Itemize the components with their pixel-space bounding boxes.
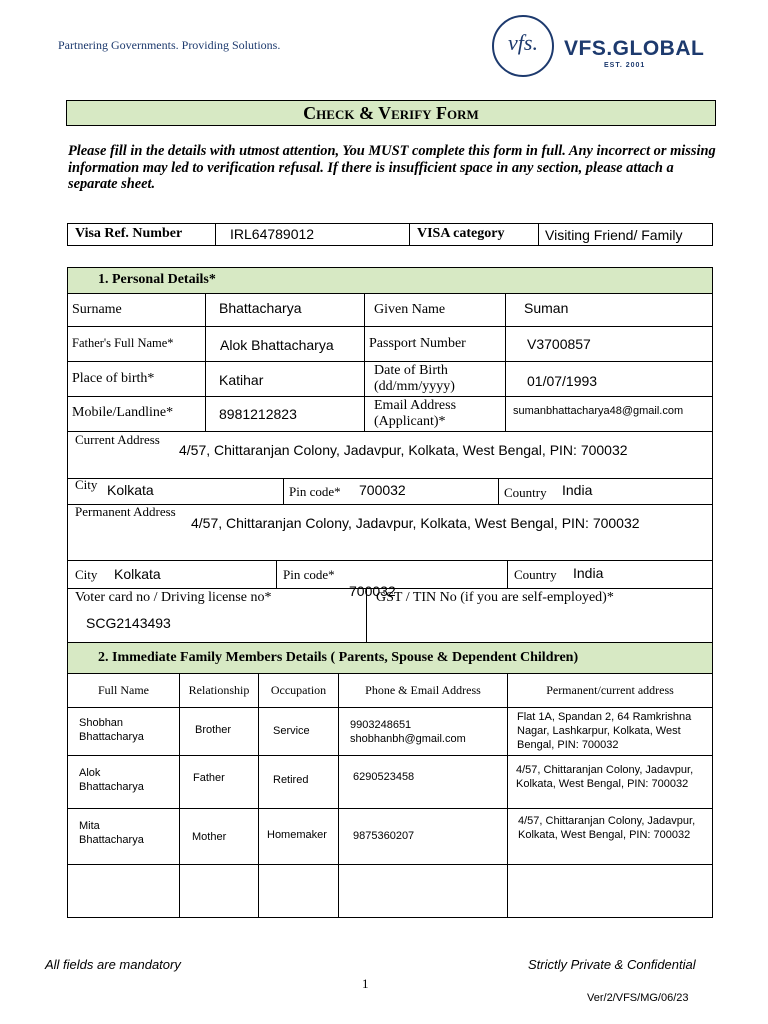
email-applicant-label: (Applicant)*	[374, 414, 446, 429]
table-row-4-name-cell[interactable]	[67, 864, 180, 918]
pin-code-value: 700032	[359, 482, 406, 498]
family-member-relationship: Brother	[195, 724, 232, 736]
mobile-field[interactable]	[205, 396, 365, 432]
family-member-phone: 9875360207	[353, 830, 415, 842]
family-member-occupation: Retired	[273, 774, 309, 786]
gst-tin-label: GST / TIN No (if you are self-employed)*	[376, 590, 614, 605]
footer-confidential-note: Strictly Private & Confidential	[528, 957, 696, 972]
family-details-heading	[67, 642, 713, 674]
mobile-label-cell	[67, 396, 206, 432]
passport-label-cell	[364, 326, 506, 362]
visa-category-label-cell	[409, 223, 539, 246]
col-address-label: Permanent/current address	[546, 683, 674, 697]
perm-pin-code-label: Pin code*	[283, 567, 335, 582]
email-field[interactable]	[505, 396, 713, 432]
table-row-1-phone-cell[interactable]	[338, 707, 508, 756]
family-member-address: Flat 1A, Spandan 2, 64 Ramkrishna Nagar, Lashkarpur, Kolkata, West Bengal, PIN: 700032	[517, 711, 692, 751]
table-row-2-relationship-cell[interactable]	[179, 755, 259, 809]
personal-details-title: 1. Personal Details*	[98, 272, 216, 287]
family-details-title: 2. Immediate Family Members Details ( Parents, Spouse & Dependent Children)	[98, 650, 579, 665]
family-member-email: shobhanbh@gmail.com	[350, 733, 466, 745]
dob-label: Date of Birth	[374, 363, 448, 378]
given-name-label-cell	[364, 293, 506, 327]
permanent-address-field[interactable]	[67, 504, 713, 561]
vfs-logo-est: EST. 2001	[604, 62, 646, 69]
col-phone-email-label: Phone & Email Address	[365, 683, 481, 697]
current-address-value: 4/57, Chittaranjan Colony, Jadavpur, Kolkata, West Bengal, PIN: 700032	[179, 442, 628, 458]
country-field[interactable]	[498, 478, 713, 505]
perm-city-label: City	[75, 567, 98, 582]
table-row-3-phone-cell[interactable]	[338, 808, 508, 865]
dob-value: 01/07/1993	[527, 373, 598, 389]
col-occupation-label: Occupation	[270, 683, 327, 697]
perm-country-value: India	[573, 565, 604, 581]
table-row-4-occupation-cell[interactable]	[258, 864, 339, 918]
family-member-occupation: Homemaker	[267, 829, 327, 841]
surname-value: Bhattacharya	[219, 300, 302, 316]
family-member-occupation: Service	[273, 725, 310, 737]
mobile-label: Mobile/Landline*	[72, 405, 174, 420]
family-member-address: 4/57, Chittaranjan Colony, Jadavpur, Kolkata, West Bengal, PIN: 700032	[518, 815, 696, 841]
visa-ref-field[interactable]	[215, 223, 410, 246]
table-row-3-relationship-cell[interactable]	[179, 808, 259, 865]
city-value: Kolkata	[107, 482, 154, 498]
table-row-1-address-cell[interactable]	[507, 707, 713, 756]
father-name-field[interactable]	[205, 326, 365, 362]
family-member-address: 4/57, Chittaranjan Colony, Jadavpur, Kolkata, West Bengal, PIN: 700032	[516, 764, 694, 790]
table-row-1-name-cell[interactable]	[67, 707, 180, 756]
col-relationship-label: Relationship	[188, 683, 250, 697]
table-row-3-address-cell[interactable]	[507, 808, 713, 865]
surname-field[interactable]	[205, 293, 365, 327]
dob-format-label: (dd/mm/yyyy)	[374, 379, 455, 394]
family-member-name: Alok Bhattacharya	[79, 767, 144, 793]
family-member-phone: 9903248651	[350, 719, 412, 731]
col-full-name-label: Full Name	[98, 683, 149, 697]
perm-pin-code-value: 700032	[349, 583, 396, 599]
visa-category-value: Visiting Friend/ Family	[545, 227, 683, 243]
table-row-2-phone-cell[interactable]	[338, 755, 508, 809]
current-address-field[interactable]	[67, 431, 713, 479]
passport-label: Passport Number	[369, 336, 466, 351]
visa-category-label: VISA category	[417, 226, 505, 241]
col-header-relationship	[179, 673, 259, 708]
col-header-occupation	[258, 673, 339, 708]
vfs-logo-name: VFS.GLOBAL	[564, 37, 705, 60]
email-value: sumanbhattacharya48@gmail.com	[513, 405, 684, 417]
given-name-label: Given Name	[374, 302, 446, 317]
perm-pin-code-field[interactable]	[276, 560, 508, 599]
country-value: India	[562, 482, 593, 498]
email-label-cell	[364, 396, 506, 432]
family-member-name: Shobhan Bhattacharya	[79, 717, 144, 743]
visa-category-field[interactable]	[538, 223, 713, 246]
father-name-label: Father's Full Name*	[72, 336, 174, 350]
family-member-relationship: Mother	[192, 831, 227, 843]
col-header-full-name	[67, 673, 180, 708]
table-row-3-occupation-cell[interactable]	[258, 808, 339, 865]
family-member-relationship: Father	[193, 772, 225, 784]
place-of-birth-label: Place of birth*	[72, 371, 155, 386]
version-code: Ver/2/VFS/MG/06/23	[587, 992, 689, 1004]
tagline: Partnering Governments. Providing Solutions.	[58, 38, 281, 52]
passport-value: V3700857	[527, 336, 591, 352]
footer-mandatory-note: All fields are mandatory	[45, 957, 181, 972]
vfs-logo-mark: vfs.	[508, 30, 538, 55]
table-row-4-phone-cell[interactable]	[338, 864, 508, 918]
form-title: Check & Verify Form	[66, 100, 716, 126]
table-row-4-relationship-cell[interactable]	[179, 864, 259, 918]
table-row-3-name-cell[interactable]	[67, 808, 180, 865]
dob-field[interactable]	[505, 361, 713, 397]
visa-ref-value: IRL64789012	[230, 226, 315, 242]
table-row-2-address-cell[interactable]	[507, 755, 713, 809]
given-name-field[interactable]	[505, 293, 713, 327]
country-label: Country	[504, 485, 547, 500]
email-label: Email Address	[374, 398, 457, 413]
intro-text: Please fill in the details with utmost attention, You MUST complete this form in full. Any incorrect or missing information may led to verification refusal. If there is insufficient space in any section, please attach a separate sheet.	[68, 143, 716, 192]
visa-ref-label-cell	[67, 223, 216, 246]
surname-label-cell	[67, 293, 206, 327]
permanent-address-label: Permanent Address	[75, 504, 176, 519]
table-row-1-relationship-cell[interactable]	[179, 707, 259, 756]
visa-ref-label: Visa Ref. Number	[75, 226, 183, 241]
voter-license-field[interactable]	[67, 588, 367, 643]
current-address-label: Current Address	[75, 432, 160, 447]
table-row-4-address-cell[interactable]	[507, 864, 713, 918]
perm-city-field[interactable]	[67, 560, 277, 589]
father-name-label-cell	[67, 326, 206, 362]
pin-code-field[interactable]	[283, 478, 499, 505]
page-number: 1	[362, 976, 369, 991]
place-of-birth-field[interactable]	[205, 361, 365, 397]
dob-label-cell	[364, 361, 506, 397]
passport-field[interactable]	[505, 326, 713, 362]
surname-label: Surname	[72, 302, 122, 317]
place-of-birth-value: Katihar	[219, 372, 264, 388]
table-row-1-occupation-cell[interactable]	[258, 707, 339, 756]
table-row-2-name-cell[interactable]	[67, 755, 180, 809]
perm-country-field[interactable]	[507, 560, 713, 589]
col-header-phone-email	[338, 673, 508, 708]
perm-city-value: Kolkata	[114, 566, 161, 582]
mobile-value: 8981212823	[219, 406, 297, 422]
place-of-birth-label-cell	[67, 361, 206, 397]
permanent-address-value: 4/57, Chittaranjan Colony, Jadavpur, Kolkata, West Bengal, PIN: 700032	[191, 515, 640, 531]
father-name-value: Alok Bhattacharya	[220, 337, 334, 353]
family-member-name: Mita Bhattacharya	[79, 820, 144, 846]
gst-tin-field[interactable]	[366, 588, 713, 643]
perm-country-label: Country	[514, 567, 557, 582]
city-field[interactable]	[67, 478, 284, 505]
family-member-phone: 6290523458	[353, 771, 415, 783]
pin-code-label: Pin code*	[289, 484, 341, 499]
col-header-address	[507, 673, 713, 708]
table-row-2-occupation-cell[interactable]	[258, 755, 339, 809]
given-name-value: Suman	[524, 300, 569, 316]
voter-license-label: Voter card no / Driving license no*	[75, 590, 272, 605]
voter-license-value: SCG2143493	[86, 615, 171, 631]
personal-details-heading	[67, 267, 713, 294]
city-label: City	[75, 477, 98, 492]
